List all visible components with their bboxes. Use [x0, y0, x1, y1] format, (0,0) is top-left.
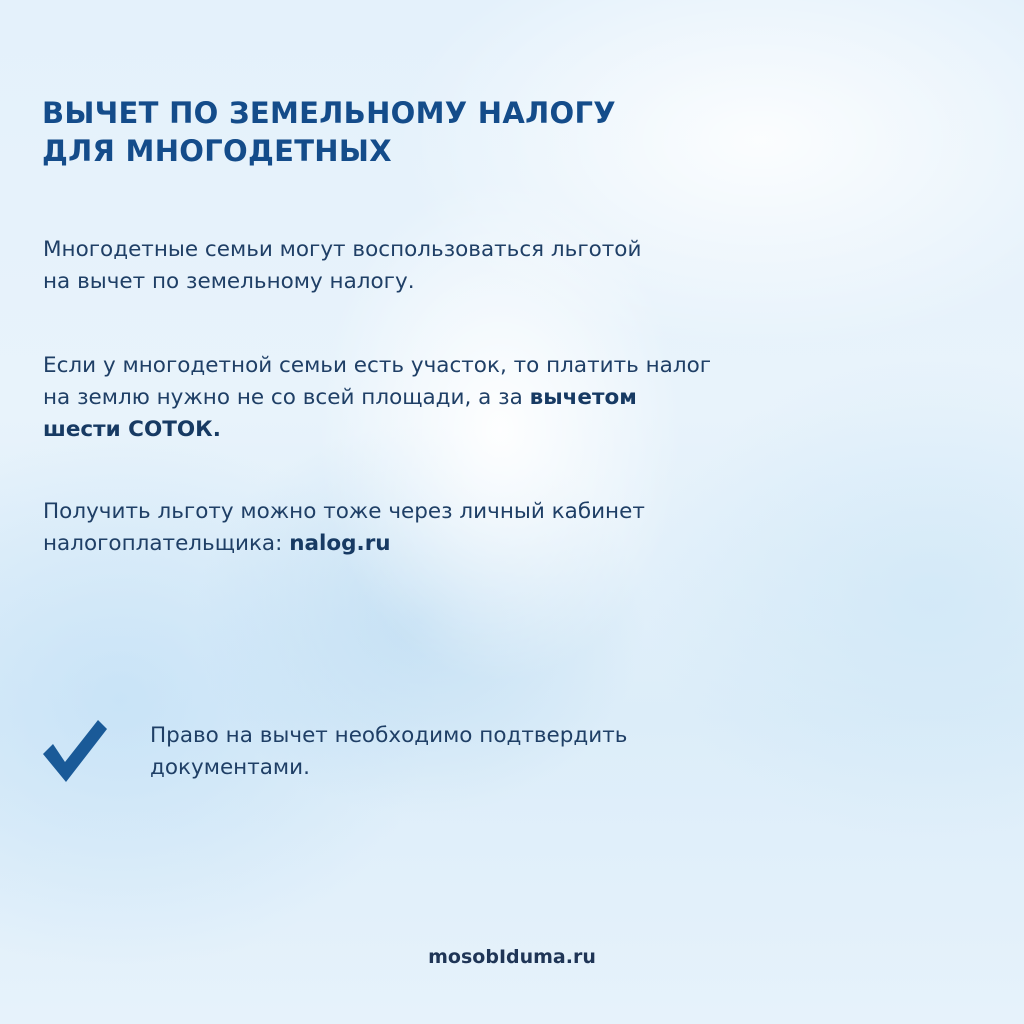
- paragraph-line: [43, 382, 711, 414]
- footer-site: mosobIduma.ru: [428, 946, 596, 968]
- paragraph-line: [43, 414, 711, 446]
- paragraph-line: Если у многодетной семьи есть участок, то платить налог: [43, 353, 712, 378]
- note-line: документами.: [150, 755, 310, 780]
- paragraph-text: налогоплательщика:: [43, 531, 290, 556]
- paragraph-line: Многодетные семьи могут воспользоваться льготой: [43, 237, 642, 262]
- title-line-2: ДЛЯ МНОГОДЕТНЫХ: [42, 134, 392, 168]
- paragraph-line: на вычет по земельному налогу.: [43, 269, 415, 294]
- paragraph-benefit-intro: [43, 234, 641, 298]
- nalog-link: nalog.ru: [289, 531, 391, 556]
- emphasis-six-sotok: шести СОТОК.: [43, 417, 221, 442]
- title-line-1: ВЫЧЕТ ПО ЗЕМЕЛЬНОМУ НАЛОГУ: [42, 96, 616, 130]
- paragraph-text: на землю нужно не со всей площади, а за: [43, 385, 530, 410]
- page-title: [42, 94, 616, 170]
- checkmark-icon: [40, 716, 110, 786]
- note-documents: [150, 720, 627, 784]
- paragraph-deduction-details: [43, 350, 711, 446]
- paragraph-line: [43, 528, 645, 560]
- paragraph-line: Получить льготу можно тоже через личный кабинет: [43, 499, 645, 524]
- paragraph-how-to-get: [43, 496, 645, 560]
- note-line: Право на вычет необходимо подтвердить: [150, 723, 628, 748]
- emphasis-deduction: вычетом: [529, 385, 637, 410]
